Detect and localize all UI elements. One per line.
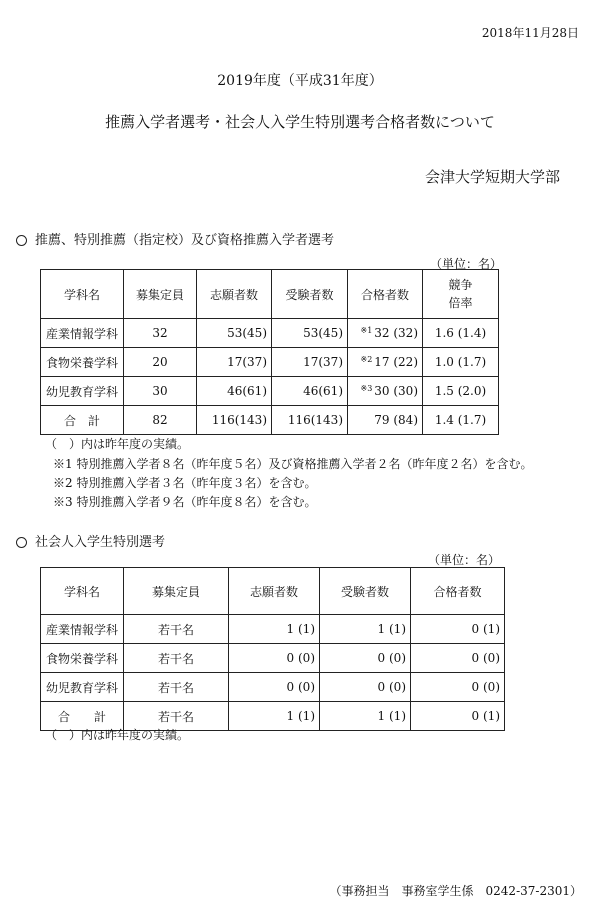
table-row <box>41 348 499 377</box>
table-row <box>41 319 499 348</box>
applicants: 1 (1) <box>229 615 320 644</box>
passed-cell <box>348 377 423 406</box>
passed: 79 (84) <box>374 413 418 427</box>
note-last-year: （ ）内は昨年度の実績。 <box>45 728 190 742</box>
quota: 若干名 <box>124 702 229 731</box>
bullet-circle-icon <box>16 235 27 246</box>
quota: 20 <box>124 348 197 377</box>
applicants: 17(37) <box>197 348 272 377</box>
header-dept: 学科名 <box>41 270 124 319</box>
table-row <box>41 377 499 406</box>
quota: 32 <box>124 319 197 348</box>
note-last-year: （ ）内は昨年度の実績。 <box>45 437 190 451</box>
quota: 若干名 <box>124 615 229 644</box>
total-label: 合 計 <box>41 702 124 731</box>
examinees: 53(45) <box>272 319 348 348</box>
ratio: 1.4 (1.7) <box>423 406 499 435</box>
footnote-mark: ※1 <box>360 326 373 335</box>
table-header-row <box>41 270 499 319</box>
table-row <box>41 615 505 644</box>
quota: 82 <box>124 406 197 435</box>
note-1: ※1 特別推薦入学者８名（昨年度５名）及び資格推薦入学者２名（昨年度２名）を含む。 <box>53 457 533 471</box>
section2-heading <box>16 531 165 550</box>
applicants: 116(143) <box>197 406 272 435</box>
table-row <box>41 673 505 702</box>
quota: 若干名 <box>124 644 229 673</box>
passed-cell <box>348 406 423 435</box>
table-header-row <box>41 568 505 615</box>
examinees: 46(61) <box>272 377 348 406</box>
applicants: 1 (1) <box>229 702 320 731</box>
header-examinees: 受験者数 <box>320 568 411 615</box>
section1-unit: （単位：名） <box>430 257 503 271</box>
examinees: 1 (1) <box>320 615 411 644</box>
header-quota: 募集定員 <box>124 270 197 319</box>
applicants: 46(61) <box>197 377 272 406</box>
quota: 30 <box>124 377 197 406</box>
total-label: 合 計 <box>41 406 124 435</box>
bullet-circle-icon <box>16 537 27 548</box>
dept-name: 幼児教育学科 <box>41 377 124 406</box>
note-3: ※3 特別推薦入学者９名（昨年度８名）を含む。 <box>53 495 317 509</box>
header-ratio <box>423 270 499 319</box>
passed: 32 (32) <box>374 326 418 340</box>
ratio: 1.6 (1.4) <box>423 319 499 348</box>
passed: 0 (1) <box>411 702 505 731</box>
passed: 0 (0) <box>411 644 505 673</box>
passed-cell <box>348 319 423 348</box>
table-row <box>41 644 505 673</box>
section2-heading-text: 社会人入学生特別選考 <box>35 535 166 550</box>
passed: 0 (1) <box>411 615 505 644</box>
header-examinees: 受験者数 <box>272 270 348 319</box>
header-applicants: 志願者数 <box>229 568 320 615</box>
working-adult-results-table <box>40 567 505 731</box>
table-total-row <box>41 406 499 435</box>
section1-heading <box>16 229 334 248</box>
header-dept: 学科名 <box>41 568 124 615</box>
dept-name: 食物栄養学科 <box>41 644 124 673</box>
contact-info: （事務担当 事務室学生係 0242-37-2301） <box>329 884 582 898</box>
ratio: 1.5 (2.0) <box>423 377 499 406</box>
examinees: 0 (0) <box>320 644 411 673</box>
header-ratio-text: 競争倍率 <box>448 278 473 310</box>
passed: 30 (30) <box>374 384 418 398</box>
examinees: 17(37) <box>272 348 348 377</box>
passed-cell <box>348 348 423 377</box>
recommendation-results-table <box>40 269 499 435</box>
organization-name: 会津大学短期大学部 <box>424 168 560 186</box>
dept-name: 産業情報学科 <box>41 319 124 348</box>
quota: 若干名 <box>124 673 229 702</box>
dept-name: 産業情報学科 <box>41 615 124 644</box>
examinees: 1 (1) <box>320 702 411 731</box>
examinees: 116(143) <box>272 406 348 435</box>
dept-name: 幼児教育学科 <box>41 673 124 702</box>
applicants: 0 (0) <box>229 644 320 673</box>
passed: 17 (22) <box>374 355 418 369</box>
applicants: 0 (0) <box>229 673 320 702</box>
note-2: ※2 特別推薦入学者３名（昨年度３名）を含む。 <box>53 476 317 490</box>
section2-unit: （単位：名） <box>428 553 501 567</box>
passed: 0 (0) <box>411 673 505 702</box>
header-applicants: 志願者数 <box>197 270 272 319</box>
academic-year: 2019年度（平成31年度） <box>217 73 383 89</box>
dept-name: 食物栄養学科 <box>41 348 124 377</box>
header-quota: 募集定員 <box>124 568 229 615</box>
applicants: 53(45) <box>197 319 272 348</box>
ratio: 1.0 (1.7) <box>423 348 499 377</box>
examinees: 0 (0) <box>320 673 411 702</box>
document-date: 2018年11月28日 <box>481 26 579 40</box>
footnote-mark: ※2 <box>360 355 373 364</box>
header-passed: 合格者数 <box>411 568 505 615</box>
document-title: 推薦入学者選考・社会人入学生特別選考合格者数について <box>105 113 495 131</box>
header-passed: 合格者数 <box>348 270 423 319</box>
footnote-mark: ※3 <box>360 384 373 393</box>
section1-heading-text: 推薦、特別推薦（指定校）及び資格推薦入学者選考 <box>35 233 335 248</box>
